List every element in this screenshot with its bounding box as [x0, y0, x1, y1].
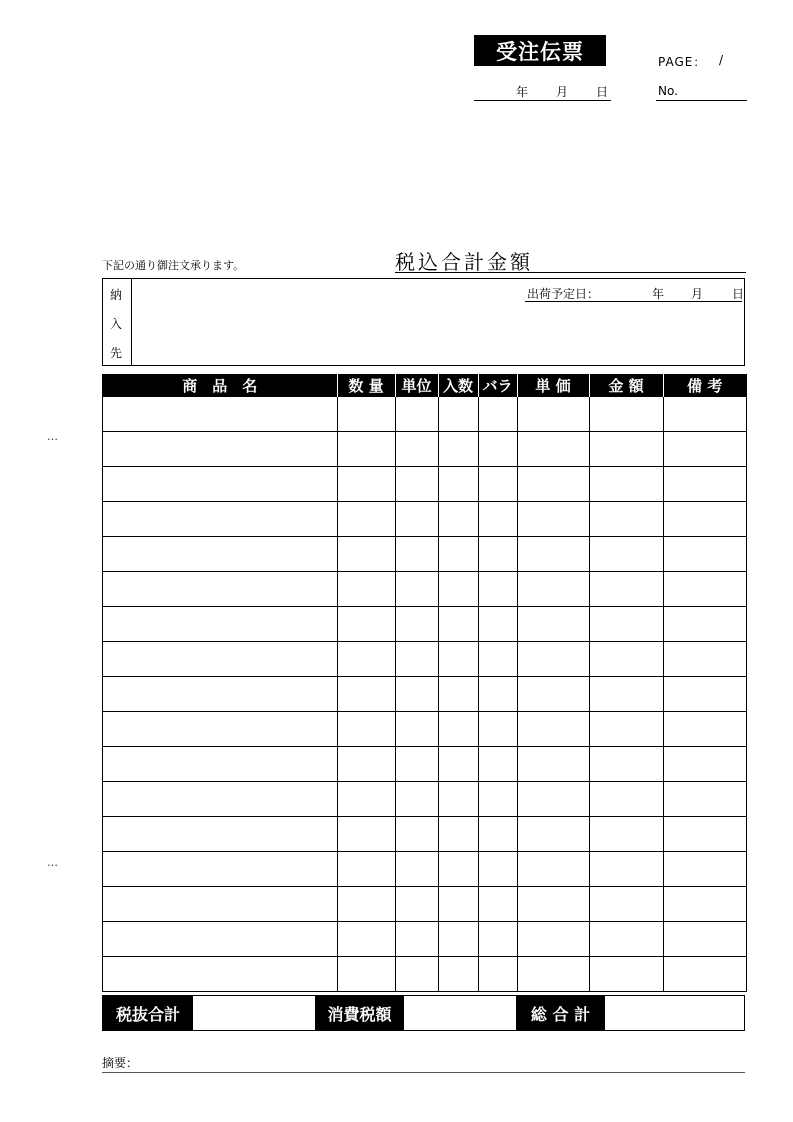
amount-cell[interactable]	[589, 712, 663, 747]
document-title: 受注伝票	[474, 35, 606, 66]
column-header-amount: 金 額	[589, 374, 663, 397]
ship-day-label: 日	[732, 287, 745, 301]
product-name-cell[interactable]	[103, 432, 337, 467]
tax-included-total-field[interactable]	[395, 246, 746, 273]
unit-price-cell[interactable]	[517, 922, 589, 957]
remarks-cell[interactable]	[663, 537, 746, 572]
pack-count-cell[interactable]	[438, 852, 478, 887]
quantity-cell[interactable]	[337, 607, 395, 642]
table-header-row	[103, 374, 746, 397]
product-name-cell[interactable]	[103, 957, 337, 992]
quantity-cell[interactable]	[337, 642, 395, 677]
table-row	[103, 572, 746, 607]
ship-year-label: 年	[652, 287, 665, 301]
product-name-cell[interactable]	[103, 572, 337, 607]
unit-price-cell[interactable]	[517, 537, 589, 572]
subtotal-label: 税抜合計	[103, 996, 193, 1030]
memo-field[interactable]	[102, 1072, 745, 1073]
delivery-destination-box[interactable]	[102, 278, 745, 366]
amount-cell[interactable]	[589, 467, 663, 502]
remarks-cell[interactable]	[663, 957, 746, 992]
amount-cell[interactable]	[589, 572, 663, 607]
column-header-unit-price: 単 価	[517, 374, 589, 397]
document-number-field[interactable]	[656, 84, 747, 101]
day-label: 日	[596, 85, 609, 99]
product-name-cell[interactable]	[103, 467, 337, 502]
unit-cell[interactable]	[395, 887, 438, 922]
pack-count-cell[interactable]	[438, 887, 478, 922]
product-name-cell[interactable]	[103, 887, 337, 922]
unit-cell[interactable]	[395, 642, 438, 677]
unit-cell[interactable]	[395, 397, 438, 432]
tax-amount-field[interactable]	[404, 996, 516, 1030]
loose-cell[interactable]	[478, 782, 517, 817]
table-row	[103, 607, 746, 642]
unit-price-cell[interactable]	[517, 572, 589, 607]
column-header-remarks: 備 考	[663, 374, 746, 397]
unit-cell[interactable]	[395, 502, 438, 537]
pack-count-cell[interactable]	[438, 957, 478, 992]
pack-count-cell[interactable]	[438, 677, 478, 712]
page-separator: /	[719, 53, 724, 67]
table-row	[103, 852, 746, 887]
margin-mark: …	[47, 430, 58, 443]
unit-price-cell[interactable]	[517, 502, 589, 537]
remarks-cell[interactable]	[663, 607, 746, 642]
issue-date-field[interactable]	[474, 83, 611, 101]
table-row	[103, 432, 746, 467]
unit-price-cell[interactable]	[517, 747, 589, 782]
pack-count-cell[interactable]	[438, 607, 478, 642]
delivery-label-char: 入	[110, 317, 123, 331]
quantity-cell[interactable]	[337, 957, 395, 992]
quantity-cell[interactable]	[337, 852, 395, 887]
loose-cell[interactable]	[478, 572, 517, 607]
month-label: 月	[556, 85, 569, 99]
remarks-cell[interactable]	[663, 852, 746, 887]
remarks-cell[interactable]	[663, 467, 746, 502]
loose-cell[interactable]	[478, 467, 517, 502]
table-row	[103, 782, 746, 817]
loose-cell[interactable]	[478, 432, 517, 467]
margin-mark: …	[47, 856, 58, 869]
product-name-cell[interactable]	[103, 782, 337, 817]
table-row	[103, 397, 746, 432]
loose-cell[interactable]	[478, 817, 517, 852]
table-row	[103, 642, 746, 677]
quantity-cell[interactable]	[337, 922, 395, 957]
amount-cell[interactable]	[589, 747, 663, 782]
pack-count-cell[interactable]	[438, 502, 478, 537]
quantity-cell[interactable]	[337, 537, 395, 572]
pack-count-cell[interactable]	[438, 572, 478, 607]
product-name-cell[interactable]	[103, 607, 337, 642]
unit-cell[interactable]	[395, 467, 438, 502]
unit-cell[interactable]	[395, 572, 438, 607]
unit-price-cell[interactable]	[517, 397, 589, 432]
unit-cell[interactable]	[395, 747, 438, 782]
unit-cell[interactable]	[395, 432, 438, 467]
amount-cell[interactable]	[589, 607, 663, 642]
loose-cell[interactable]	[478, 957, 517, 992]
unit-cell[interactable]	[395, 677, 438, 712]
amount-cell[interactable]	[589, 852, 663, 887]
quantity-cell[interactable]	[337, 887, 395, 922]
table-row	[103, 887, 746, 922]
table-row	[103, 957, 746, 992]
quantity-cell[interactable]	[337, 397, 395, 432]
unit-price-cell[interactable]	[517, 677, 589, 712]
column-header-unit: 単位	[395, 374, 438, 397]
remarks-cell[interactable]	[663, 817, 746, 852]
table-row	[103, 537, 746, 572]
amount-cell[interactable]	[589, 432, 663, 467]
remarks-cell[interactable]	[663, 502, 746, 537]
amount-cell[interactable]	[589, 537, 663, 572]
column-header-pack-count: 入数	[438, 374, 478, 397]
amount-cell[interactable]	[589, 502, 663, 537]
memo-label: 摘要：	[102, 1056, 139, 1070]
pack-count-cell[interactable]	[438, 467, 478, 502]
loose-cell[interactable]	[478, 397, 517, 432]
product-name-cell[interactable]	[103, 712, 337, 747]
pack-count-cell[interactable]	[438, 642, 478, 677]
unit-cell[interactable]	[395, 782, 438, 817]
unit-price-cell[interactable]	[517, 887, 589, 922]
intro-text: 下記の通り御注文承ります。	[102, 259, 245, 272]
unit-price-cell[interactable]	[517, 467, 589, 502]
table-row	[103, 817, 746, 852]
remarks-cell[interactable]	[663, 397, 746, 432]
quantity-cell[interactable]	[337, 747, 395, 782]
amount-cell[interactable]	[589, 817, 663, 852]
ship-date-label: 出荷予定日：	[527, 287, 600, 301]
amount-cell[interactable]	[589, 677, 663, 712]
remarks-cell[interactable]	[663, 642, 746, 677]
unit-price-cell[interactable]	[517, 817, 589, 852]
product-name-cell[interactable]	[103, 397, 337, 432]
unit-price-cell[interactable]	[517, 642, 589, 677]
amount-cell[interactable]	[589, 642, 663, 677]
unit-price-cell[interactable]	[517, 432, 589, 467]
ship-month-label: 月	[691, 287, 704, 301]
pack-count-cell[interactable]	[438, 817, 478, 852]
product-name-cell[interactable]	[103, 537, 337, 572]
remarks-cell[interactable]	[663, 922, 746, 957]
delivery-label-char: 納	[110, 288, 123, 302]
pack-count-cell[interactable]	[438, 712, 478, 747]
remarks-cell[interactable]	[663, 782, 746, 817]
remarks-cell[interactable]	[663, 572, 746, 607]
unit-price-cell[interactable]	[517, 957, 589, 992]
amount-cell[interactable]	[589, 922, 663, 957]
unit-price-cell[interactable]	[517, 607, 589, 642]
quantity-cell[interactable]	[337, 817, 395, 852]
product-name-cell[interactable]	[103, 677, 337, 712]
unit-cell[interactable]	[395, 537, 438, 572]
pack-count-cell[interactable]	[438, 397, 478, 432]
unit-cell[interactable]	[395, 607, 438, 642]
loose-cell[interactable]	[478, 502, 517, 537]
table-row	[103, 747, 746, 782]
table-row	[103, 467, 746, 502]
unit-cell[interactable]	[395, 712, 438, 747]
quantity-cell[interactable]	[337, 712, 395, 747]
quantity-cell[interactable]	[337, 432, 395, 467]
product-name-cell[interactable]	[103, 852, 337, 887]
amount-cell[interactable]	[589, 782, 663, 817]
unit-cell[interactable]	[395, 817, 438, 852]
table-row	[103, 922, 746, 957]
grand-total-field[interactable]	[605, 996, 744, 1030]
subtotal-field[interactable]	[193, 996, 315, 1030]
quantity-cell[interactable]	[337, 677, 395, 712]
delivery-label-column	[103, 279, 132, 365]
pack-count-cell[interactable]	[438, 432, 478, 467]
table-row	[103, 712, 746, 747]
loose-cell[interactable]	[478, 922, 517, 957]
product-name-cell[interactable]	[103, 747, 337, 782]
table-row	[103, 677, 746, 712]
loose-cell[interactable]	[478, 852, 517, 887]
loose-cell[interactable]	[478, 747, 517, 782]
page-label: PAGE：	[658, 55, 707, 69]
loose-cell[interactable]	[478, 677, 517, 712]
loose-cell[interactable]	[478, 712, 517, 747]
table-row	[103, 502, 746, 537]
column-header-quantity: 数 量	[337, 374, 395, 397]
amount-cell[interactable]	[589, 957, 663, 992]
pack-count-cell[interactable]	[438, 747, 478, 782]
tax-included-total-label: 税込合計金額	[395, 250, 533, 274]
unit-price-cell[interactable]	[517, 852, 589, 887]
remarks-cell[interactable]	[663, 712, 746, 747]
quantity-cell[interactable]	[337, 782, 395, 817]
unit-price-cell[interactable]	[517, 712, 589, 747]
pack-count-cell[interactable]	[438, 782, 478, 817]
amount-cell[interactable]	[589, 397, 663, 432]
amount-cell[interactable]	[589, 887, 663, 922]
quantity-cell[interactable]	[337, 502, 395, 537]
unit-cell[interactable]	[395, 852, 438, 887]
column-header-loose: バラ	[478, 374, 517, 397]
column-header-product-name: 商 品 名	[103, 374, 337, 397]
product-name-cell[interactable]	[103, 817, 337, 852]
tax-amount-label: 消費税額	[315, 996, 404, 1030]
loose-cell[interactable]	[478, 607, 517, 642]
remarks-cell[interactable]	[663, 432, 746, 467]
grand-total-label: 総 合 計	[516, 996, 605, 1030]
product-name-cell[interactable]	[103, 502, 337, 537]
product-name-cell[interactable]	[103, 922, 337, 957]
remarks-cell[interactable]	[663, 887, 746, 922]
quantity-cell[interactable]	[337, 572, 395, 607]
totals-row	[102, 995, 745, 1031]
delivery-label-char: 先	[110, 346, 123, 360]
number-label: No.	[658, 84, 678, 98]
product-name-cell[interactable]	[103, 642, 337, 677]
unit-cell[interactable]	[395, 957, 438, 992]
remarks-cell[interactable]	[663, 677, 746, 712]
loose-cell[interactable]	[478, 887, 517, 922]
loose-cell[interactable]	[478, 642, 517, 677]
ship-date-underline	[525, 301, 742, 302]
quantity-cell[interactable]	[337, 467, 395, 502]
loose-cell[interactable]	[478, 537, 517, 572]
order-items-table	[102, 374, 747, 992]
pack-count-cell[interactable]	[438, 922, 478, 957]
year-label: 年	[516, 85, 529, 99]
pack-count-cell[interactable]	[438, 537, 478, 572]
remarks-cell[interactable]	[663, 747, 746, 782]
unit-price-cell[interactable]	[517, 782, 589, 817]
unit-cell[interactable]	[395, 922, 438, 957]
